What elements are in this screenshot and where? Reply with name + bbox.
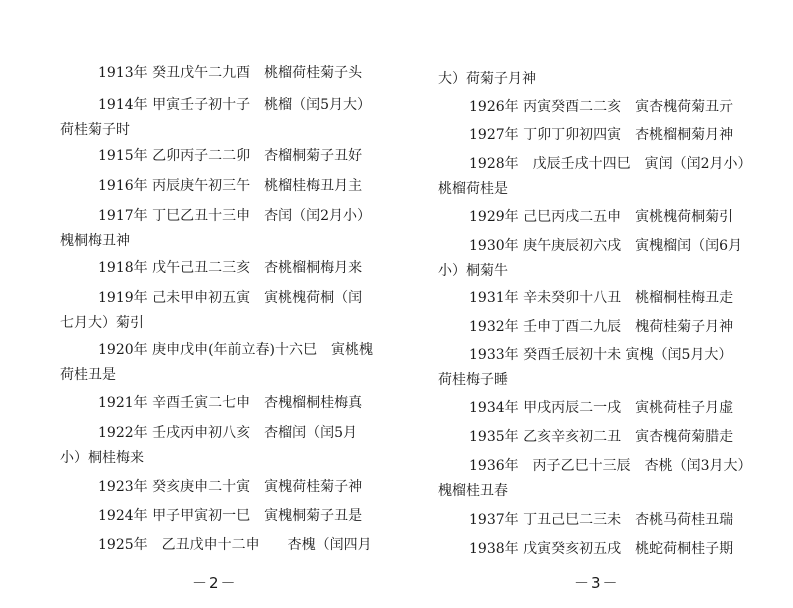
text-line: 1924年 甲子甲寅初一巳 寅槐桐菊子丑是 [98, 508, 363, 524]
text-line: 1929年 己巳丙戌二五申 寅桃槐荷桐菊引 [469, 209, 734, 225]
text-line: 1935年 乙亥辛亥初二丑 寅杏槐荷菊腊走 [469, 429, 734, 445]
text-line: 1933年 癸酉壬辰初十未 寅槐（闰5月大） [469, 347, 733, 363]
text-line: 1921年 辛酉壬寅二七申 杏槐榴桐桂梅真 [98, 395, 363, 411]
right-page [396, 0, 793, 608]
text-line: 1931年 辛未癸卯十八丑 桃榴桐桂梅丑走 [469, 290, 734, 306]
text-line: 小）桐菊牛 [438, 263, 508, 279]
text-line: 荷桂菊子时 [60, 122, 130, 138]
text-line: 1938年 戊寅癸亥初五戌 桃蛇荷桐桂子期 [469, 541, 734, 557]
text-line: 1937年 丁丑己巳二三未 杏桃马荷桂丑瑞 [469, 512, 734, 528]
text-line: 1922年 壬戌丙申初八亥 杏榴闰（闰5月 [98, 425, 357, 441]
text-line: 1927年 丁卯丁卯初四寅 杏桃榴桐菊月神 [469, 127, 734, 143]
text-line: 1936年 丙子乙巳十三辰 杏桃（闰3月大） [469, 458, 752, 474]
text-line: 1913年 癸丑戊午二九酉 桃榴荷桂菊子头 [98, 65, 363, 81]
page-number: －2－ [192, 574, 238, 592]
text-line: 1926年 丙寅癸酉二二亥 寅杏槐荷菊丑亓 [469, 99, 734, 115]
text-line: 1919年 己未甲申初五寅 寅桃槐荷桐（闰 [98, 290, 363, 306]
text-line: 1914年 甲寅壬子初十子 桃榴（闰5月大） [98, 97, 371, 113]
text-line: 1928年 戊辰壬戌十四巳 寅闰（闰2月小） [469, 156, 752, 172]
text-line: 桃榴荷桂是 [438, 181, 508, 197]
text-line: 槐榴桂丑春 [438, 483, 508, 499]
text-line: 1915年 乙卯丙子二二卯 杏榴桐菊子丑好 [98, 148, 363, 164]
text-line: 1934年 甲戌丙辰二一戌 寅桃荷桂子月虚 [469, 400, 734, 416]
text-line: 1930年 庚午庚辰初六戌 寅槐榴闰（闰6月 [469, 238, 742, 254]
text-line: 1923年 癸亥庚申二十寅 寅槐荷桂菊子神 [98, 479, 363, 495]
text-line: 槐桐梅丑神 [60, 233, 130, 249]
text-line: 大）荷菊子月神 [438, 71, 536, 87]
text-line: 1918年 戊午己丑二三亥 杏桃榴桐梅月来 [98, 260, 363, 276]
text-line: 小）桐桂梅来 [60, 450, 144, 466]
text-line: 荷桂丑是 [60, 367, 116, 383]
left-page [0, 0, 396, 608]
page-number: －3－ [574, 574, 620, 592]
text-line: 1920年 庚申戊申(年前立春)十六巳 寅桃槐 [98, 342, 374, 358]
text-line: 1917年 丁巳乙丑十三申 杏闰（闰2月小） [98, 208, 371, 224]
text-line: 荷桂梅子睡 [438, 372, 508, 388]
text-line: 1916年 丙辰庚午初三午 桃榴桂梅丑月主 [98, 178, 363, 194]
text-line: 1932年 壬申丁酉二九辰 槐荷桂菊子月神 [469, 319, 734, 335]
text-line: 1925年 乙丑戊申十二申 杏槐（闰四月 [98, 537, 372, 553]
text-line: 七月大）菊引 [60, 315, 144, 331]
